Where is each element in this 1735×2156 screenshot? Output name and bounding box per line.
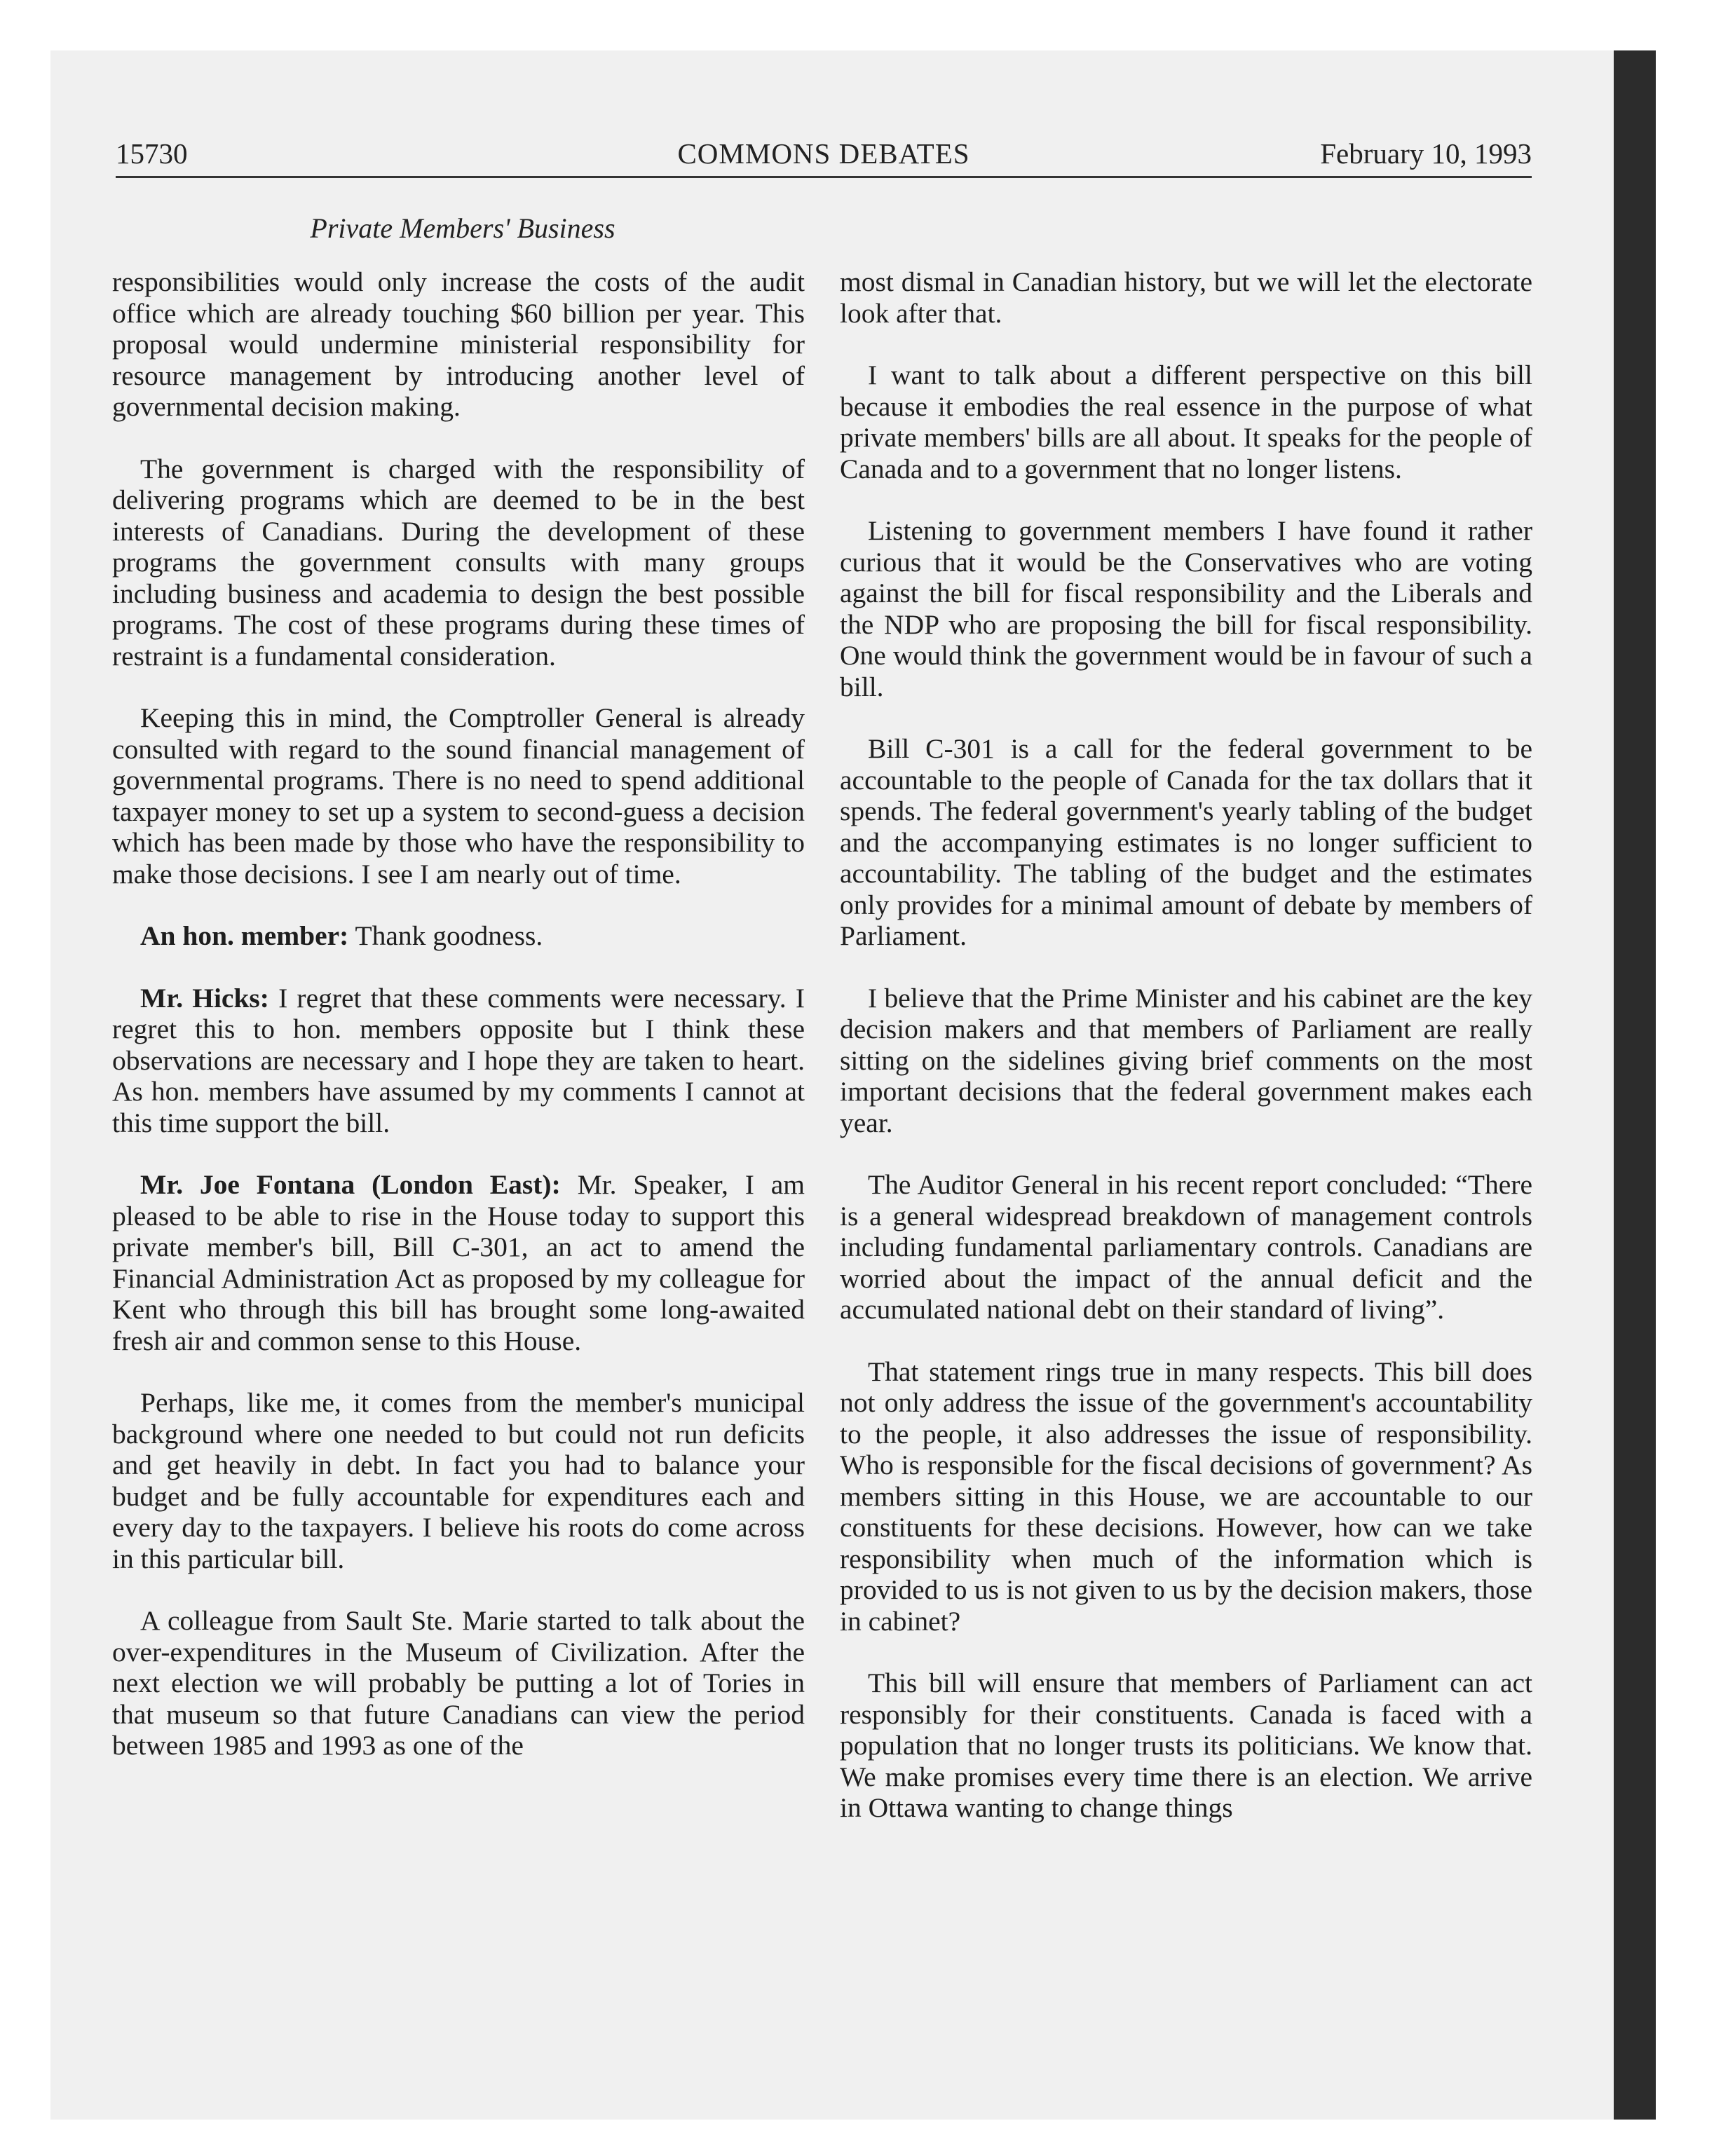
paragraph xyxy=(112,983,805,1139)
scan-edge-bar xyxy=(1614,50,1656,2120)
paragraph: That statement rings true in many respects. This bill does not only address the issue of the government's accountability to the people, it also addresses the issue of responsibility. Who is responsible for the fiscal decisions of government? As members sitting in this House, we are accountable to our constituents for these decisions. However, how can we take responsibility when much of the information which is provided to us is not given to us by the decision makers, those in cabinet? xyxy=(840,1356,1532,1637)
paragraph: The government is charged with the responsibility of delivering programs which are deemed to be in the best interests of Canadians. During the development of these programs the government consults with many groups including business and academia to design the best possible programs. The cost of these programs during these times of restraint is a fundamental consideration. xyxy=(112,453,805,671)
paragraph: I believe that the Prime Minister and his cabinet are the key decision makers and that members of Parliament are really sitting on the sidelines giving brief comments on the most important decisions that the federal government makes each year. xyxy=(840,982,1532,1138)
right-column xyxy=(840,266,1532,1855)
paragraph: A colleague from Sault Ste. Marie started to talk about the over-expenditures in the Museum of Civilization. After the next election we will probably be putting a lot of Tories in that museum so that future Canadians can view the period between 1985 and 1993 as one of the xyxy=(112,1605,805,1761)
publication-date: February 10, 1993 xyxy=(1320,137,1532,170)
speech-text: Mr. Speaker, I am pleased to be able to rise in the House today to support this private member's bill, Bill C-301, an act to amend the Financial Administration Act as proposed by my colleague for Kent who through this bill has brought some long-awaited fresh air and common sense to this House. xyxy=(112,1169,805,1356)
paragraph xyxy=(112,920,805,952)
publication-title: COMMONS DEBATES xyxy=(677,137,970,170)
speaker-name: An hon. member: xyxy=(140,920,349,951)
page-header xyxy=(116,137,1532,178)
paragraph: most dismal in Canadian history, but we will let the electorate look after that. xyxy=(840,266,1532,329)
speech-text: I regret that these comments were necessary. I regret this to hon. members opposite but I think these observations are necessary and I hope they are taken to heart. As hon. members have assumed by my comments I cannot at this time support the bill. xyxy=(112,982,805,1138)
paragraph: Keeping this in mind, the Comptroller General is already consulted with regard to the sound financial management of governmental programs. There is no need to spend additional taxpayer money to set up a system to second-guess a decision which has been made by those who have the responsibility to make those decisions. I see I am nearly out of time. xyxy=(112,702,805,889)
paragraph: This bill will ensure that members of Parliament can act responsibly for their constituents. Canada is faced with a population that no longer trusts its politicians. We know that. We make promises every time there is an election. We arrive in Ottawa wanting to change things xyxy=(840,1667,1532,1823)
paragraph: responsibilities would only increase the costs of the audit office which are already touching $60 billion per year. This proposal would undermine ministerial responsibility for resource management by introducing another level of governmental decision making. xyxy=(112,266,805,422)
paragraph: I want to talk about a different perspective on this bill because it embodies the real essence in the purpose of what private members' bills are all about. It speaks for the people of Canada and to a government that no longer listens. xyxy=(840,360,1532,484)
speaker-name: Mr. Joe Fontana (London East): xyxy=(140,1169,561,1200)
page-number: 15730 xyxy=(116,137,188,170)
speech-text: Thank goodness. xyxy=(348,920,543,951)
section-title: Private Members' Business xyxy=(310,212,615,244)
paragraph: Bill C-301 is a call for the federal government to be accountable to the people of Canada for the tax dollars that it spends. The federal government's yearly tabling of the budget and the accompanying estimates is no longer sufficient to accountability. The tabling of the budget and the estimates only provides for a minimal amount of debate by members of Parliament. xyxy=(840,733,1532,951)
speaker-name: Mr. Hicks: xyxy=(140,982,269,1014)
paragraph: Perhaps, like me, it comes from the member's municipal background where one needed to but could not run deficits and get heavily in debt. In fact you had to balance your budget and be fully accountable for expenditures each and every day to the taxpayers. I believe his roots do come across in this particular bill. xyxy=(112,1387,805,1574)
paragraph: The Auditor General in his recent report concluded: “There is a general widespread breakdown of management controls including fundamental parliamentary controls. Canadians are worried about the impact of the annual deficit and the accumulated national debt on their standard of living”. xyxy=(840,1169,1532,1325)
paragraph: Listening to government members I have found it rather curious that it would be the Conservatives who are voting against the bill for fiscal responsibility and the Liberals and the NDP who are proposing the bill for fiscal responsibility. One would think the government would be in favour of such a bill. xyxy=(840,515,1532,702)
paragraph xyxy=(112,1169,805,1356)
left-column xyxy=(112,266,805,1792)
